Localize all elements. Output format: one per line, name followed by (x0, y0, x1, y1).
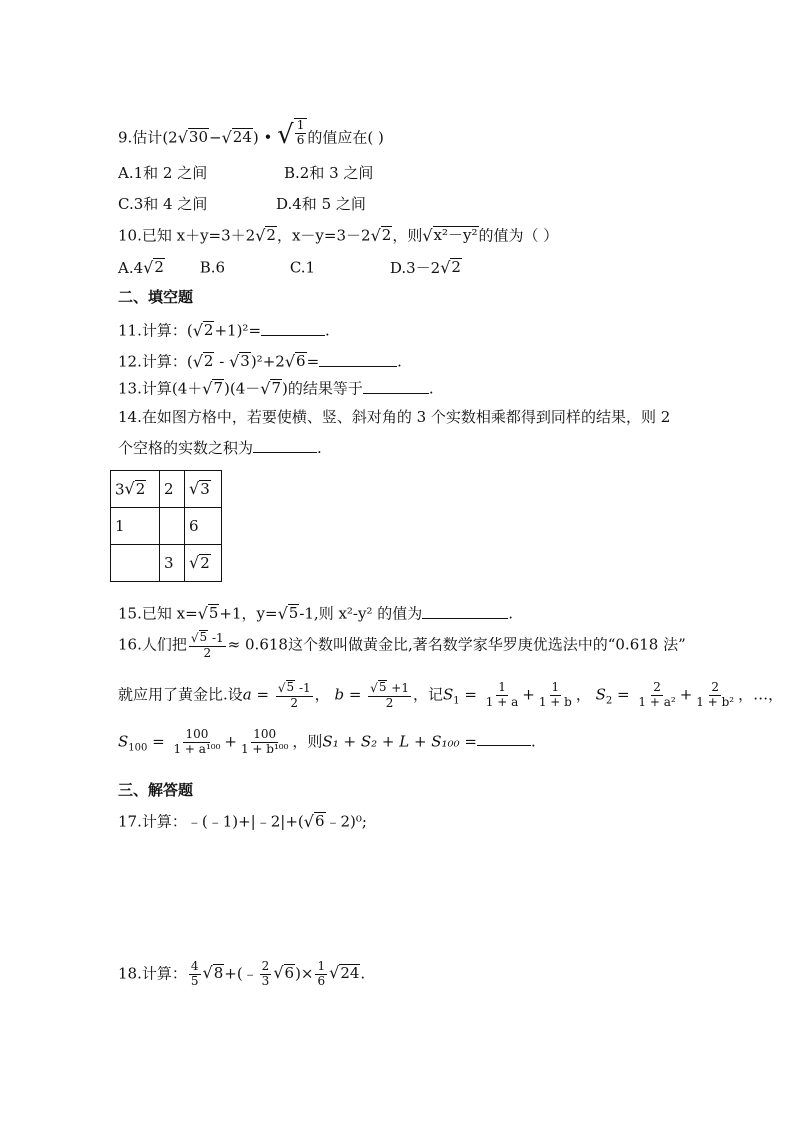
answer-blank (261, 334, 325, 336)
question-16-line1: 16.人们把 √ 5 -1 2 ≈ 0.618这个数叫做黄金比,著名数学家华罗庚优选法中的“0.618 法” (118, 630, 686, 660)
question-14-line2: 个空格的实数之积为 . (118, 439, 322, 457)
question-10: 10.已知 x＋y=3＋2 √ 2 ，x－y=3－2 √ 2 ，则 √ x²－y² 的值为（ ） (118, 225, 559, 245)
grid-cell: 3 √ 2 (111, 471, 160, 508)
q10-option-b: B.6 (199, 258, 226, 277)
sqrt-30: √ 30 (177, 127, 209, 147)
q10-option-c: C.1 (289, 258, 316, 277)
grid-cell-empty (160, 508, 185, 545)
question-14-line1: 14.在如图方格中，若要使横、竖、斜对角的 3 个实数相乘都得到同样的结果，则 2 (118, 408, 671, 426)
question-13: 13.计算(4＋ √ 7 )(4－ √ 7 )的结果等于 . (118, 378, 434, 398)
q9-option-b: B.2和 3 之间 (284, 164, 374, 182)
q10-options (118, 258, 462, 276)
question-17: 17.计算：﹣(﹣1)+|﹣2|+( √ 6 ﹣2)⁰; (118, 811, 367, 831)
question-18: 18.计算： $\frac{4}{5}$ √ 8 +(﹣ $\frac{2}{3}$ √ 6 )× $\frac{1}{6}$ √ 24 . (118, 959, 366, 988)
question-9: 9.估计(2 √ 30 − √ 24 ) • √ $\frac{1}{6}$ 的值应在( ) (118, 118, 384, 150)
sqrt-one-sixth: √ $\frac{1}{6}$ (277, 118, 307, 148)
answer-blank (363, 392, 429, 394)
q10-option-a: A.4 √ 2 (118, 257, 164, 277)
grid-cell: 2 (160, 471, 185, 508)
grid-cell: √ 3 (185, 471, 222, 508)
q9-option-a: A.1和 2 之间 (118, 164, 208, 182)
grid-cell: 6 (185, 508, 222, 545)
grid-cell: 1 (111, 508, 160, 545)
grid-cell-empty (111, 545, 160, 582)
grid-cell: 3 (160, 545, 185, 582)
question-15: 15.已知 x= √ 5 +1，y= √ 5 -1,则 x²-y² 的值为 . (118, 603, 514, 623)
grid-cell: √ 2 (185, 545, 222, 582)
q10-option-d: D.3－2 √ 2 (389, 257, 461, 277)
q9-option-c: C.3和 4 之间 (118, 195, 208, 213)
question-16-line3: $S_{100}$ = $\frac{100}{\text{1 + a¹⁰⁰}}$ + $\frac{100}{\text{1 + b¹⁰⁰}}$ ，则S₁ + S₂ + L + S₁₀₀ = . (118, 727, 536, 756)
answer-blank (422, 617, 508, 619)
sqrt-x2-y2: √ x²－y² (422, 225, 478, 245)
q9-option-d: D.4和 5 之间 (276, 195, 366, 213)
question-16-line2: 就应用了黄金比.设a = √ 5 -1 2 ， b = √ 5 +1 2 ，记$S_1$ = $\frac{1}{1 + a}$ + $\frac{1}{1 + b}$ ， $S_2$ = $\frac{2}{\text{1 + a²}}$ + $\frac{2}{\text{1 + b²}}$ ，…， (118, 680, 784, 710)
answer-blank (253, 451, 317, 453)
answer-blank (477, 744, 531, 746)
sqrt-24: √ 24 (221, 127, 252, 147)
question-12: 12.计算：( √ 2 - √ 3 )²+2 √ 6 = . (118, 351, 402, 371)
section-solve: 三、解答题 (118, 781, 194, 799)
number-grid (110, 470, 222, 582)
question-11: 11.计算：( √ 2 +1)²= . (118, 320, 330, 340)
answer-blank (319, 365, 397, 367)
section-fill-in: 二、填空题 (118, 288, 194, 306)
